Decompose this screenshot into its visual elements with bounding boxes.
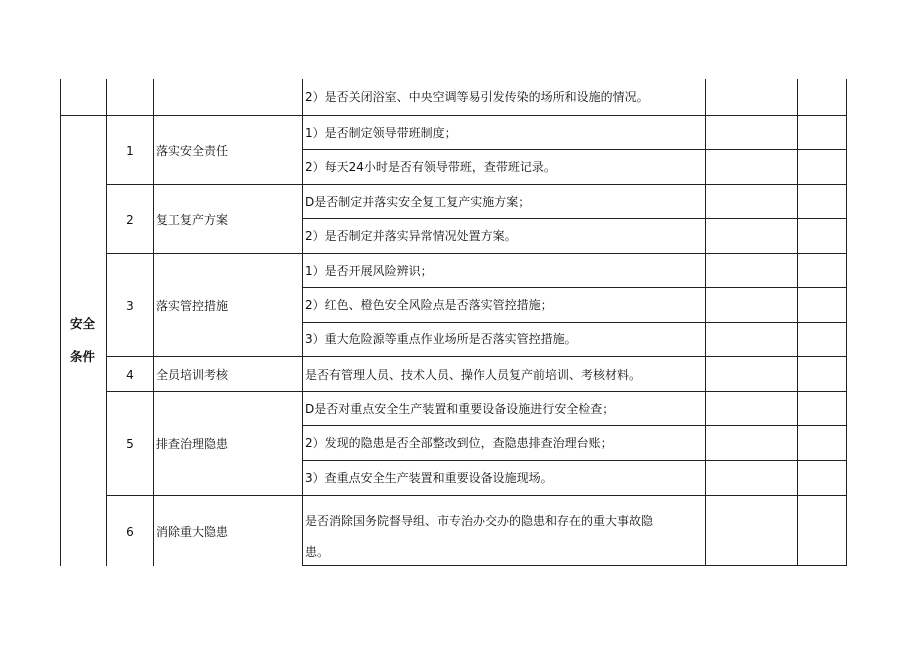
subrow-divider (302, 322, 847, 323)
check-text: 2）每天24小时是否有领导带班，查带班记录。 (305, 160, 556, 174)
check-text: 1）是否开展风险辨识； (305, 264, 433, 278)
row-number: 1 (126, 144, 134, 158)
column-divider (153, 79, 154, 566)
check-text: D是否对重点安全生产装置和重要设备设施进行安全检查； (305, 402, 615, 416)
column-divider (106, 79, 107, 566)
row-number: 4 (126, 368, 134, 382)
subrow-divider (302, 149, 847, 150)
item-name: 排查治理隐患 (156, 437, 229, 451)
row-divider (60, 115, 847, 116)
check-text: 是否有管理人员、技术人员、操作人员复产前培训、考核材料。 (305, 368, 642, 382)
row-number: 5 (126, 437, 134, 451)
row-divider (106, 495, 847, 496)
check-text: 3）查重点安全生产装置和重要设备设施现场。 (305, 471, 553, 485)
row-divider (106, 184, 847, 185)
row-divider (106, 391, 847, 392)
check-text: 2）是否关闭浴室、中央空调等易引发传染的场所和设施的情况。 (305, 90, 649, 104)
row-number: 3 (126, 299, 134, 313)
subrow-divider (302, 460, 847, 461)
check-text: 2）发现的隐患是否全部整改到位，查隐患排查治理台账； (305, 436, 613, 450)
check-text: 3）重大危险源等重点作业场所是否落实管控措施。 (305, 332, 577, 346)
check-text: 2）是否制定并落实异常情况处置方案。 (305, 229, 517, 243)
item-name: 复工复产方案 (156, 213, 229, 227)
subrow-divider (302, 218, 847, 219)
check-text: 患。 (305, 545, 330, 559)
item-name: 消除重大隐患 (156, 525, 229, 539)
check-text: 2）红色、橙色安全风险点是否落实管控措施； (305, 298, 553, 312)
check-text: 1）是否制定领导带班制度； (305, 126, 457, 140)
row-number: 2 (126, 213, 134, 227)
row-divider (106, 356, 847, 357)
table-border-left (60, 79, 61, 566)
check-text: D是否制定并落实安全复工复产实施方案； (305, 195, 531, 209)
category-label: 条件 (70, 349, 96, 364)
subrow-divider (302, 425, 847, 426)
row-bottom-border (302, 565, 847, 566)
row-divider (106, 253, 847, 254)
category-label: 安全 (70, 316, 96, 331)
item-name: 全员培训考核 (156, 368, 229, 382)
item-name: 落实管控措施 (156, 299, 229, 313)
row-number: 6 (126, 525, 134, 539)
item-name: 落实安全责任 (156, 144, 229, 158)
check-text: 是否消除国务院督导组、市专治办交办的隐患和存在的重大事故隐 (305, 514, 654, 528)
subrow-divider (302, 287, 847, 288)
